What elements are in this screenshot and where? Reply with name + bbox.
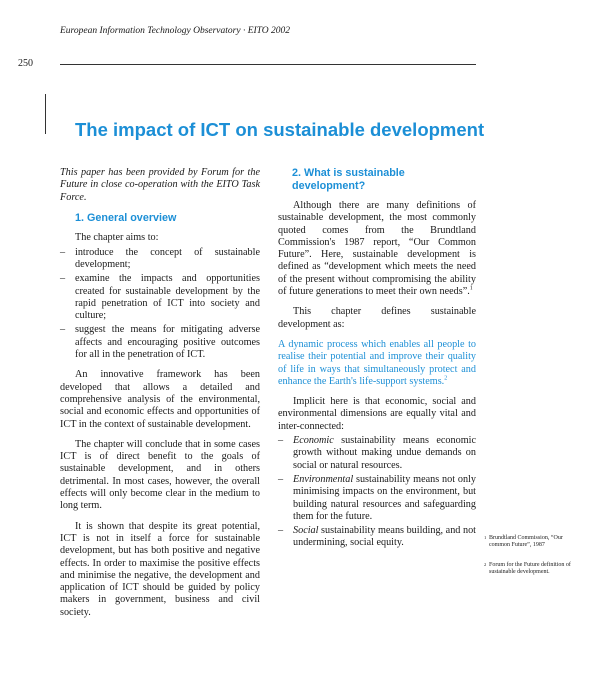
paragraph: Implicit here is that economic, social and environmental dimensions are equally vital and inter-connected: (278, 396, 476, 432)
dash-bullet: – (60, 324, 66, 336)
list-item (60, 324, 260, 361)
dash-bullet: – (278, 473, 284, 485)
section-heading-sustainable-development (278, 167, 476, 192)
list-item-text: examine the impacts and opportunities created for sustainable development by the rapid penetration of ICT into society and culture; (75, 273, 260, 322)
footnote-ref: 1 (469, 285, 473, 292)
term: Environmental (293, 473, 354, 485)
aims-lead: The chapter aims to: (75, 232, 159, 244)
margin-bar (45, 94, 46, 134)
list-item (278, 435, 476, 472)
page-number: 250 (18, 58, 33, 69)
list-item-text: introduce the concept of sustainable development; (75, 246, 260, 270)
footnote (484, 535, 574, 549)
footnote-text: Brundtland Commission, “Our common Future”, 1987 (489, 535, 563, 549)
heading-line: 2. What is sustainable (292, 167, 405, 179)
list-item-text: sustainability means economic growth without making undue demands on social or natural resources. (293, 435, 476, 471)
term: Social (293, 525, 319, 537)
footnote-ref: 2 (444, 375, 448, 382)
heading-line: development? (292, 179, 366, 192)
quote-text: A dynamic process which enables all people to realise their potential and improve their quality of life in ways that simultaneously protect and enhance the Earth's life-support systems. (278, 338, 476, 387)
paragraph: It is shown that despite its great potential, ICT is not in itself a force for sustainable development, but has both positive and negative effects. In order to maximise the positive effects and minimise the negative, the development and application of ICT should be guided by policy makers in government, business and civil society. (60, 520, 260, 618)
list-item-text: sustainability means not only minimising impacts on the environment, but building natural resources and safeguarding them for the future. (293, 473, 476, 522)
footnote-number: 2 (484, 562, 487, 567)
paragraph (278, 200, 476, 298)
intro-note: This paper has been provided by Forum for the Future in close co-operation with the EITO Task Force. (60, 167, 260, 203)
dash-bullet: – (278, 525, 284, 537)
dash-bullet: – (60, 246, 66, 258)
list-item-text: suggest the means for mitigating adverse affects and encouraging positive outcomes for all in the penetration of ICT. (75, 324, 260, 361)
footnote-number: 1 (484, 535, 487, 540)
list-item (60, 247, 260, 272)
paragraph: This chapter defines sustainable development as: (278, 306, 476, 330)
term: Economic (293, 435, 334, 447)
list-item (278, 525, 476, 550)
list-item-text: sustainability means building, and not undermining, social equity. (293, 525, 476, 549)
footnote (484, 562, 574, 576)
right-column (278, 167, 476, 558)
aims-list (60, 247, 260, 362)
dimensions-list (278, 435, 476, 550)
definition-quote (278, 339, 476, 388)
left-column (60, 167, 260, 627)
running-header: European Information Technology Observatory · EITO 2002 (60, 26, 291, 36)
footnote-text: Forum for the Future definition of sustainable development. (489, 562, 571, 576)
header-rule (60, 64, 476, 65)
list-item (278, 474, 476, 523)
paragraph: An innovative framework has been developed that allows a detailed and comprehensive analysis of the environmental, social and economic effects and opportunities of ICT in the context of sustainable development. (60, 369, 260, 430)
dash-bullet: – (60, 273, 66, 285)
list-item (60, 273, 260, 322)
section-heading-overview: 1. General overview (75, 211, 177, 224)
paragraph-text: Although there are many definitions of sustainable development, the most commonly quoted comes from the Brundtland Commission's 1987 report, “Our Common Future”. Here, sustainable development is defined as “development which meets the need of the present without compromising the ability of future generations to meet their own needs”. (278, 200, 476, 298)
page-title: The impact of ICT on sustainable development (75, 119, 485, 140)
paragraph: The chapter will conclude that in some cases ICT is of direct benefit to the goals of sustainable development, and in others detrimental. In most cases, however, the overall effects will only become clear in the medium to long term. (60, 438, 260, 512)
dash-bullet: – (278, 435, 284, 447)
